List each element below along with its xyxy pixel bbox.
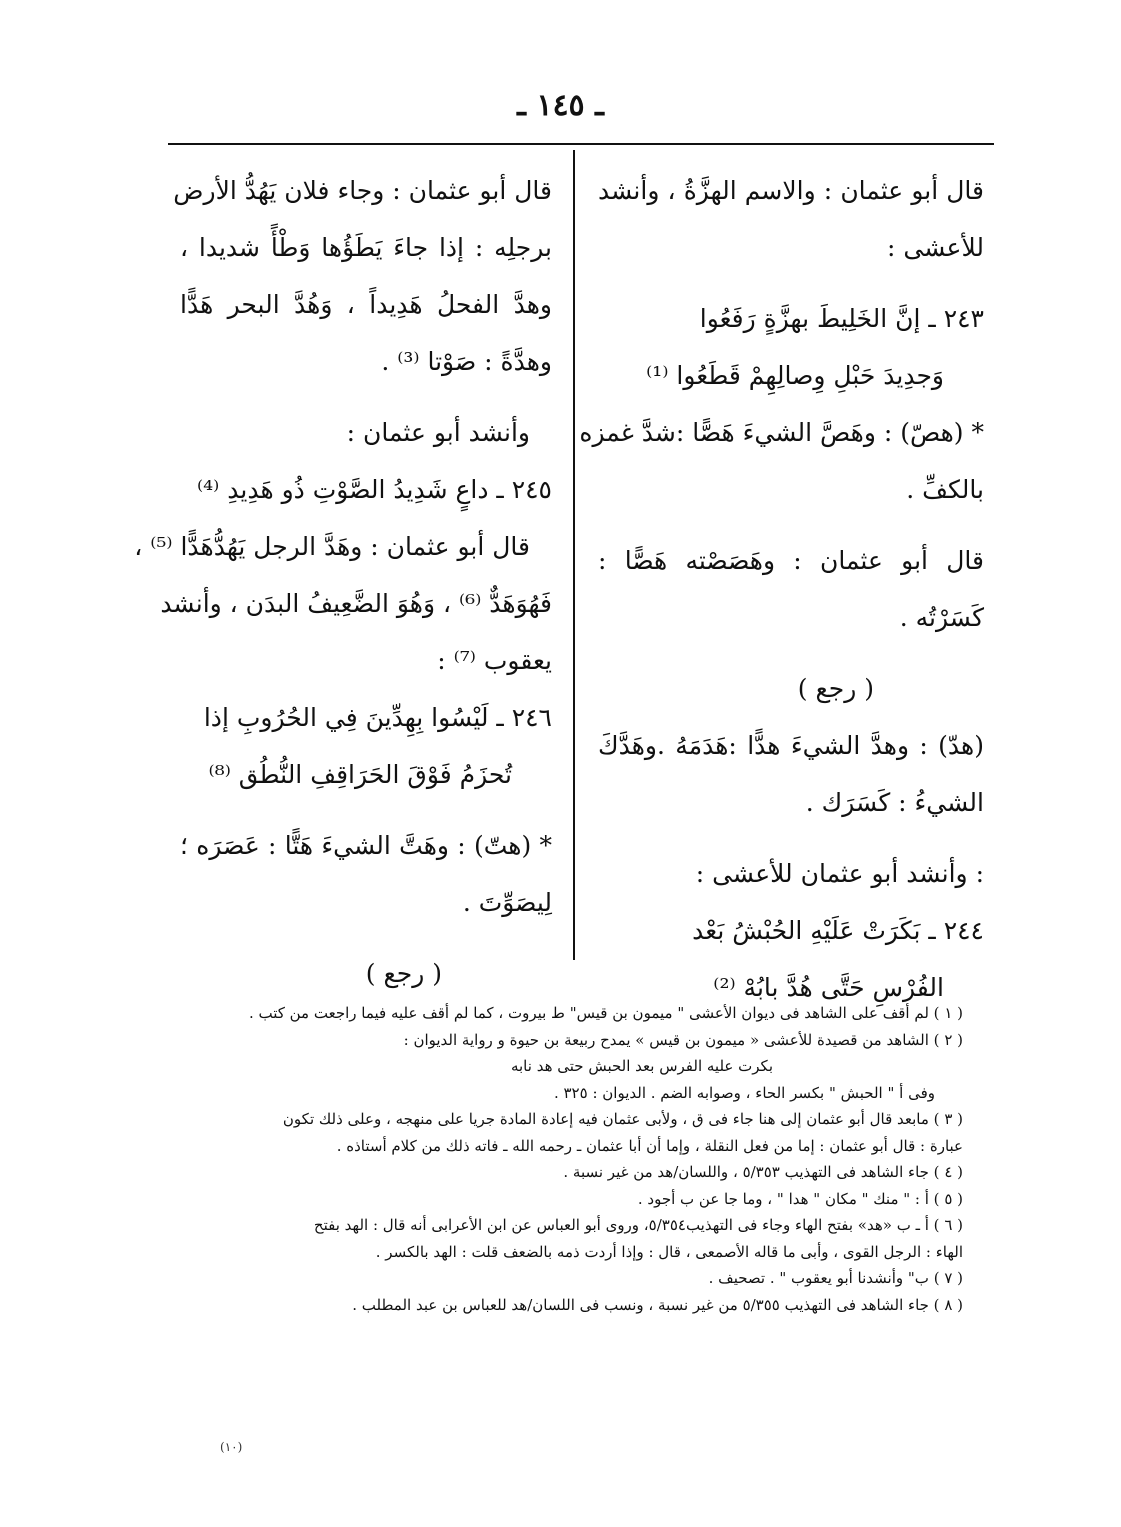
section-marker: ( رجع ) <box>797 674 874 703</box>
text-line: * (هصّ) : وهَصَّ الشيءَ هَصًّا :شدَّ غمزه <box>579 418 984 447</box>
text-line: بالكفِّ . <box>906 475 984 504</box>
text-line: يعقوب ⁽⁷⁾ : <box>437 646 552 675</box>
text-line: فَهُوَهَدٌّ ⁽⁶⁾ ، وَهُوَ الضَّعِيفُ البدَن ، وأنشد <box>160 589 552 618</box>
text-line: قال أبو عثمان : وهَصَصْته هَصًّا : <box>598 546 984 575</box>
footnote: عبارة : قال أبو عثمان : إما من فعل النقلة ، وإما أن أبا عثمان ـ رحمه الله ـ فاته ذلك من كلام أستاذه . <box>336 1136 963 1155</box>
left-column <box>134 162 552 1002</box>
text-line: قال أبو عثمان : وهَدَّ الرجل يَهُدُّهَدًّا ⁽⁵⁾ ، <box>134 532 530 561</box>
text-line: لِيصَوِّتَ . <box>462 888 552 917</box>
footnote: ( ٦ ) أ ـ ب «هد» بفتح الهاء وجاء فى التهذيب٥/٣٥٤، وروى أبو العباس عن ابن الأعرابى أنه قال : الهد بفتح <box>313 1216 963 1234</box>
footnote-verse: بكرت عليه الفرس بعد الحبش حتى هد نابه <box>510 1057 773 1075</box>
footnote: ( ١ ) لم أقف على الشاهد فى ديوان الأعشى " ميمون بن قيس" ط بيروت ، كما لم أقف عليه فيما راجعت من كتب . <box>248 1004 963 1022</box>
footnote: ( ٨ ) جاء الشاهد فى التهذيب ٥/٣٥٥ من غير نسبة ، ونسب فى اللسان/هد للعباس بن عبد المطلب . <box>352 1295 963 1314</box>
text-line: (هدّ) : وهدَّ الشيءَ هدًّا :هَدَمَهُ .وهَدَّكَ <box>598 731 984 760</box>
footnote: ( ٥ ) أ : " منك " مكان " هدا " ، وما جا عن ب أجود . <box>637 1189 963 1208</box>
verse-line: وَجدِيدَ حَبْلِ وِصالِهِمْ قَطَعُوا ⁽¹⁾ <box>646 361 944 390</box>
text-line: * (هتّ) : وهَتَّ الشيءَ هَتًّا : عَصَرَه ؛ <box>180 831 552 860</box>
text-line: برجلِه : إذا جاءَ يَطَؤُها وَطْأً شديدا ، <box>180 233 552 262</box>
footnote: ( ٤ ) جاء الشاهد فى التهذيب ٥/٣٥٣ ، واللسان/هد من غير نسبة . <box>563 1163 963 1181</box>
verse-line: ٢٤٥ ـ داعٍ شَدِيدُ الصَّوْتِ ذُو هَدِيدِ ⁽⁴⁾ <box>197 475 552 504</box>
footnote: وفى أ " الحبش " بكسر الحاء ، وصوابه الضم . الديوان : ٣٢٥ . <box>553 1083 935 1102</box>
footnote: ( ٧ ) ب" وأنشدنا أبو يعقوب " . تصحيف . <box>708 1269 963 1287</box>
text-line: قال أبو عثمان : وجاء فلان يَهُدُّ الأرض <box>173 176 552 205</box>
verse-line: ٢٤٤ ـ بَكَرَتْ عَلَيْهِ الحُبْشُ بَعْد <box>692 916 984 945</box>
verse-line: ٢٤٦ ـ لَيْسُوا بِهِدِّينَ فِي الحُرُوبِ إذا <box>203 703 552 732</box>
right-column <box>579 162 984 1016</box>
text-line: الشيءُ : كَسَرَك . <box>805 788 984 817</box>
section-marker: ( رجع ) <box>365 959 442 988</box>
header-rule <box>168 143 994 145</box>
verse-line: الفُرْسِ حَتَّى هُدَّ بابُهْ ⁽²⁾ <box>713 973 944 1002</box>
printer-signature-mark: (١٠) <box>220 1440 243 1454</box>
verse-line: ٢٤٣ ـ إنَّ الخَلِيطَ بهزَّةٍ رَفَعُوا <box>699 304 984 333</box>
text-line: للأعشى : <box>887 233 984 262</box>
footnote: ( ٢ ) الشاهد من قصيدة للأعشى « ميمون بن قيس » يمدح ربيعة بن حيوة و رواية الديوان : <box>403 1030 963 1049</box>
footnote: ( ٣ ) مابعد قال أبو عثمان إلى هنا جاء فى ق ، ولأبى عثمان فيه إعادة المادة جريا على منهجه ، وعلى ذلك تكون <box>282 1110 963 1128</box>
text-line: وهدَّ الفحلُ هَدِيداً ، وَهُدَّ البحر هَدًّا <box>180 290 552 319</box>
column-divider <box>573 150 575 960</box>
text-line: وهدَّةً : صَوْتا ⁽³⁾ . <box>381 347 552 376</box>
verse-line: تُحزَمُ فَوْقَ الحَرَاقِفِ النُّطُق ⁽⁸⁾ <box>208 760 512 789</box>
text-line: وأنشد أبو عثمان : <box>346 418 530 447</box>
text-line: كَسَرْتُه . <box>899 603 984 632</box>
page-number: ـ ١٤٥ ـ <box>517 88 604 123</box>
footnotes <box>185 1000 963 1318</box>
footnote: الهاء : الرجل القوى ، وأبى ما قاله الأصمعى ، قال : وإذا أردت ذمه بالضعف قلت : الهد بالكسر . <box>375 1242 963 1261</box>
text-line: قال أبو عثمان : والاسم الهزَّةُ ، وأنشد <box>598 176 984 205</box>
text-line: : وأنشد أبو عثمان للأعشى : <box>695 859 984 888</box>
